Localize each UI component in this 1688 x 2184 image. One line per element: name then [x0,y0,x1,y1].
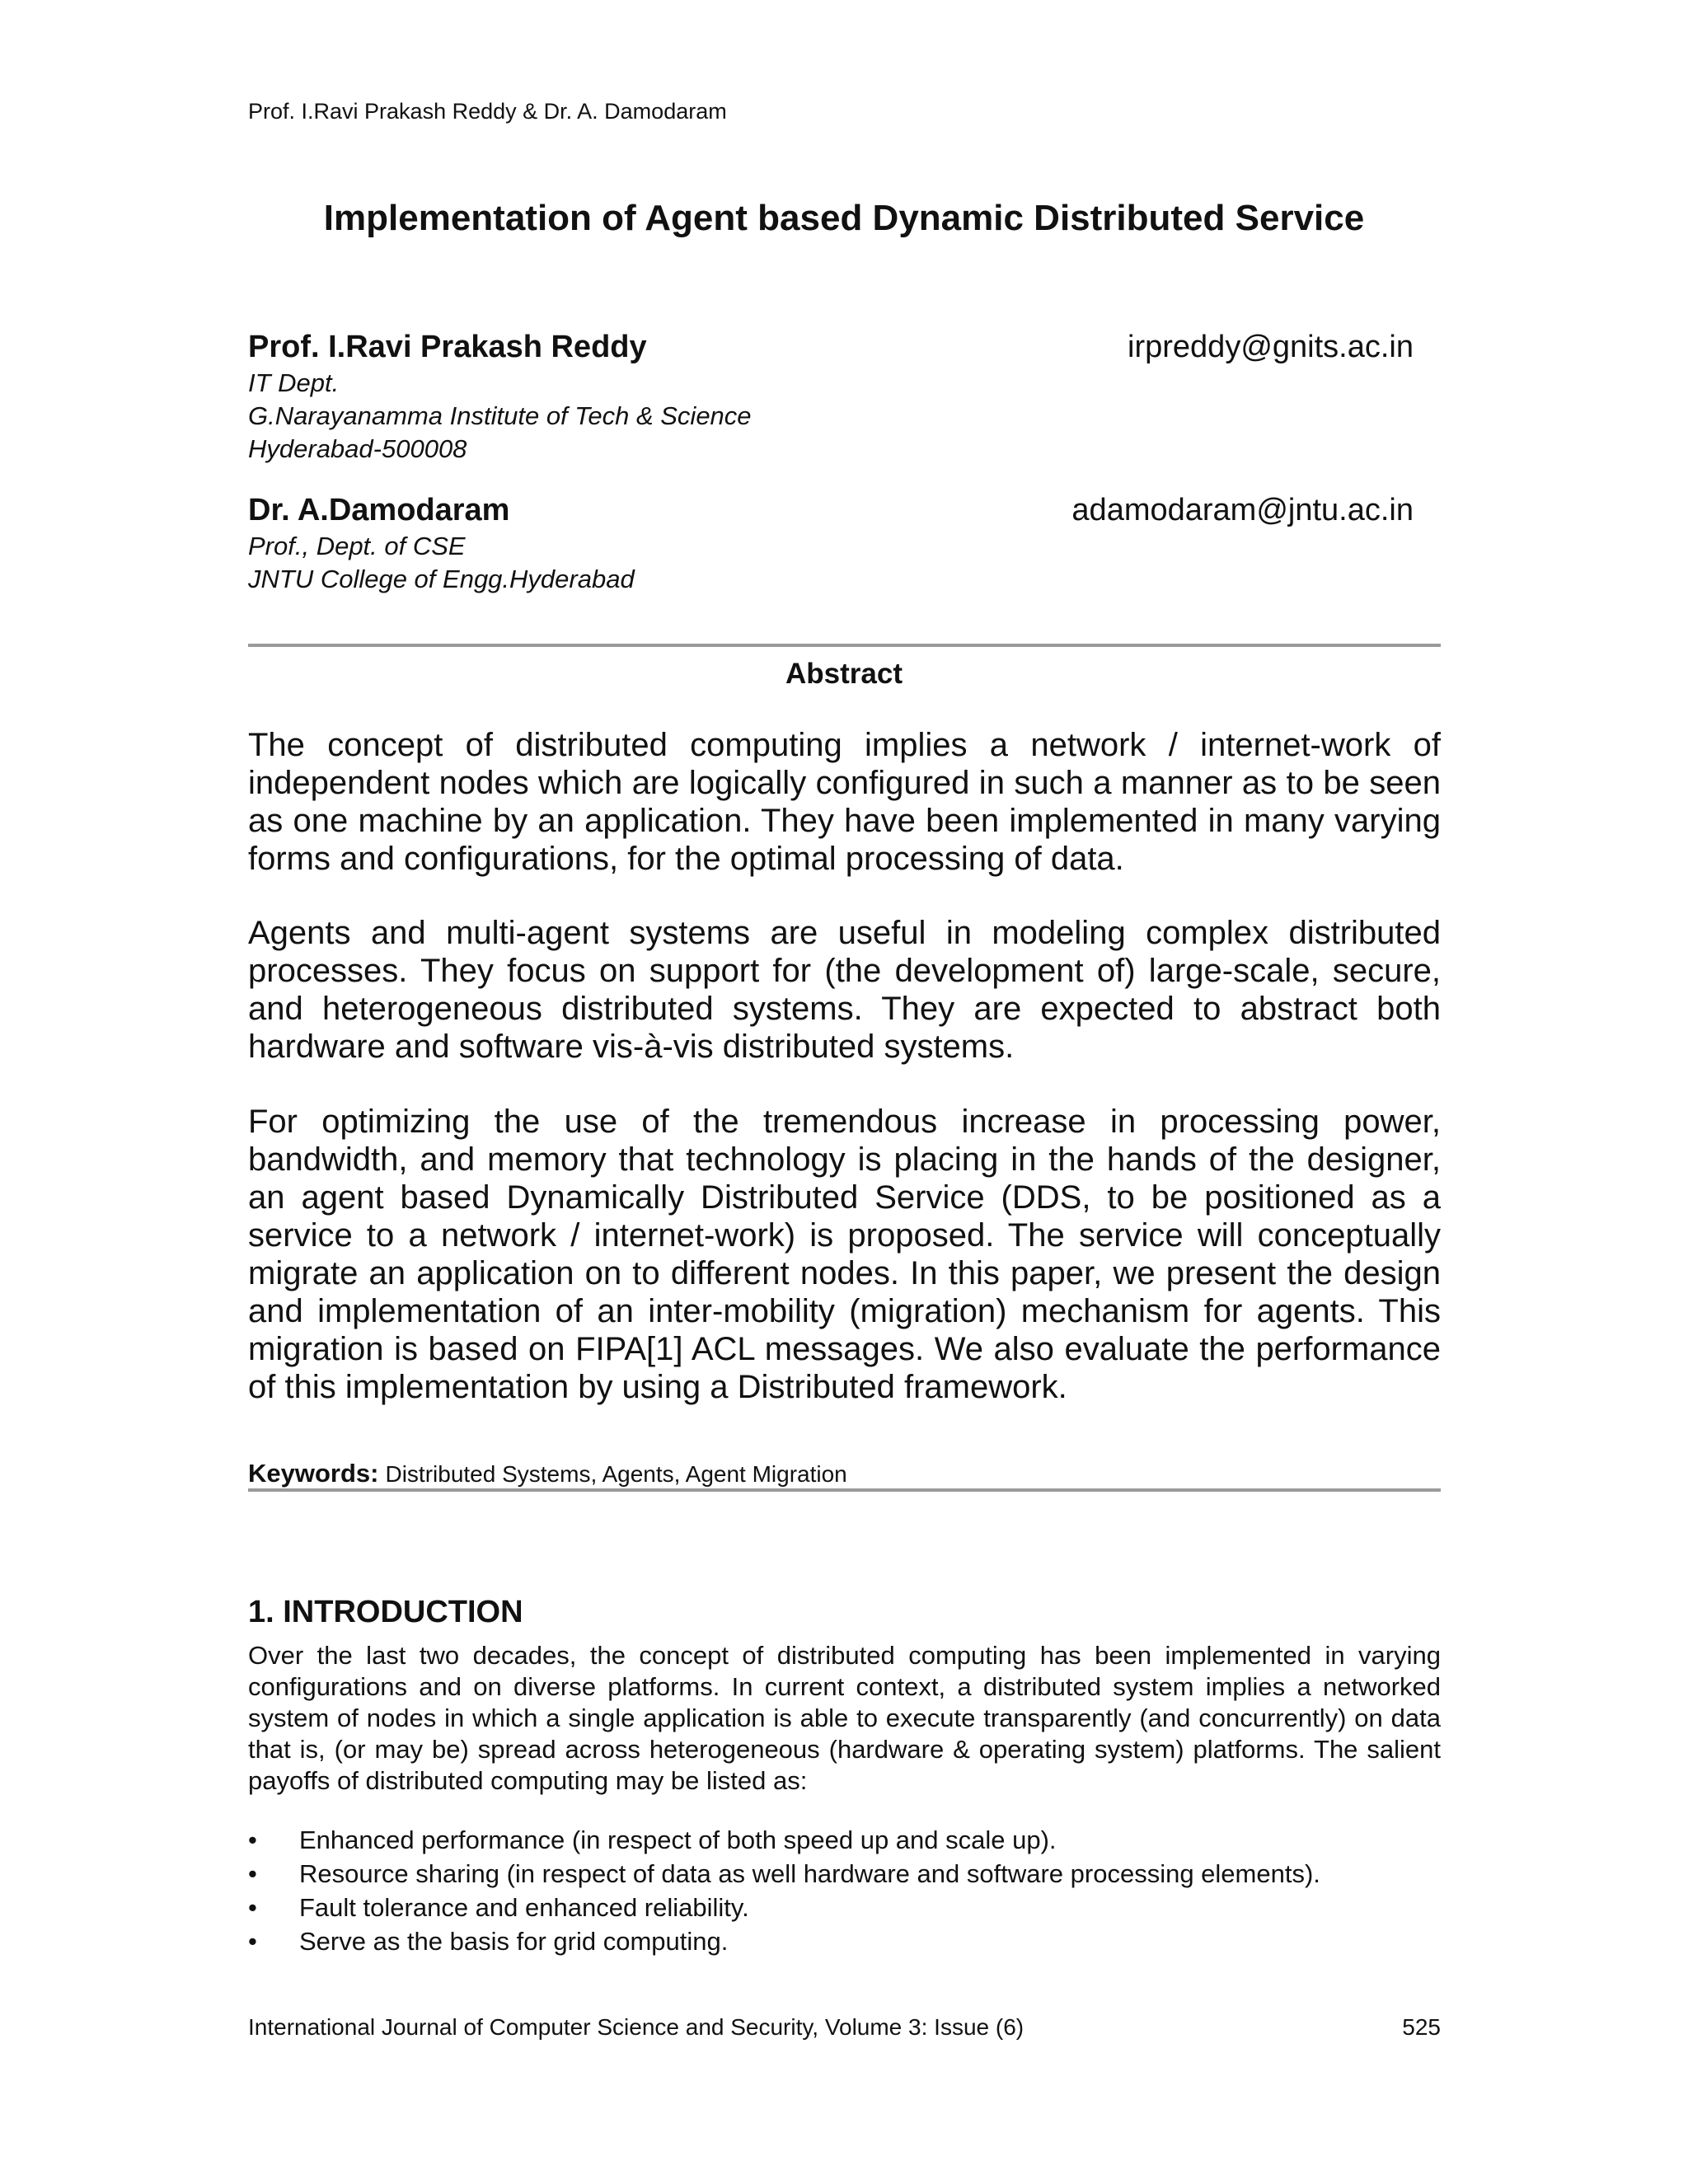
keywords [248,1459,847,1488]
paper-title: Implementation of Agent based Dynamic Distributed Service [323,198,1365,238]
keywords-label: Keywords: [248,1459,379,1488]
author-email: adamodaram@jntu.ac.in [1071,493,1414,527]
section-heading: 1. INTRODUCTION [248,1595,523,1629]
abstract-paragraph: Agents and multi-agent systems are useful in modeling complex distributed processes. They focus on support for (the development of) large-scale, secure, and heterogeneous distributed systems. They are expected to abstract both hardware and software vis-à-vis distributed systems. [248,915,1441,1065]
list-item-text: Enhanced performance (in respect of both speed up and scale up). [299,1825,1057,1854]
affiliation-line: Prof., Dept. of CSE [248,532,466,560]
affiliation-line: G.Narayanamma Institute of Tech & Science [248,401,752,430]
affiliation-line: JNTU College of Engg.Hyderabad [248,565,635,593]
list-item-text: Fault tolerance and enhanced reliability. [299,1893,749,1922]
list-item-text: Serve as the basis for grid computing. [299,1927,729,1956]
bullet-icon: • [248,1927,257,1956]
divider-rule [248,1488,1441,1492]
list-item-text: Resource sharing (in respect of data as well hardware and software processing elements). [299,1859,1320,1888]
bullet-icon: • [248,1859,257,1888]
divider-rule [248,644,1441,647]
abstract-paragraph: For optimizing the use of the tremendous increase in processing power, bandwidth, and memory that technology is placing in the hands of the designer, an agent based Dynamically Distributed Service (DDS, to be positioned as a service to a network / internet-work) is proposed. The service will conceptually migrate an application on to different nodes. In this paper, we present the design and implementation of an inter-mobility (migration) mechanism for agents. This migration is based on FIPA[1] ACL messages. We also evaluate the performance of this implementation by using a Distributed framework. [248,1104,1441,1405]
author-affiliation [248,530,635,596]
list-item [248,1924,1441,1958]
author-affiliation [248,367,752,466]
keywords-text: Distributed Systems, Agents, Agent Migration [385,1461,847,1487]
abstract-paragraph: The concept of distributed computing implies a network / internet-work of independent nodes which are logically configured in such a manner as to be seen as one machine by an application. They have been implemented in many varying forms and configurations, for the optimal processing of data. [248,727,1441,877]
intro-paragraph: Over the last two decades, the concept of distributed computing has been implemented in varying configurations and on diverse platforms. In current context, a distributed system implies a networked system of nodes in which a single application is able to execute transparently (and concurrently) on data that is, (or may be) spread across heterogeneous (hardware & operating system) platforms. The salient payoffs of distributed computing may be listed as: [248,1641,1441,1795]
affiliation-line: Hyderabad-500008 [248,434,467,463]
list-item [248,1857,1441,1891]
page-number: 525 [1402,2014,1441,2040]
bullet-icon: • [248,1893,257,1922]
running-head: Prof. I.Ravi Prakash Reddy & Dr. A. Damodaram [248,99,727,124]
bullet-icon: • [248,1825,257,1854]
affiliation-line: IT Dept. [248,368,340,397]
payoff-list [248,1823,1441,1958]
list-item [248,1823,1441,1857]
footer-journal: International Journal of Computer Science and Security, Volume 3: Issue (6) [248,2014,1025,2040]
abstract-heading: Abstract [785,658,903,690]
author-email: irpreddy@gnits.ac.in [1128,330,1414,364]
author-name: Prof. I.Ravi Prakash Reddy [248,330,647,364]
author-name: Dr. A.Damodaram [248,493,510,527]
list-item [248,1891,1441,1924]
